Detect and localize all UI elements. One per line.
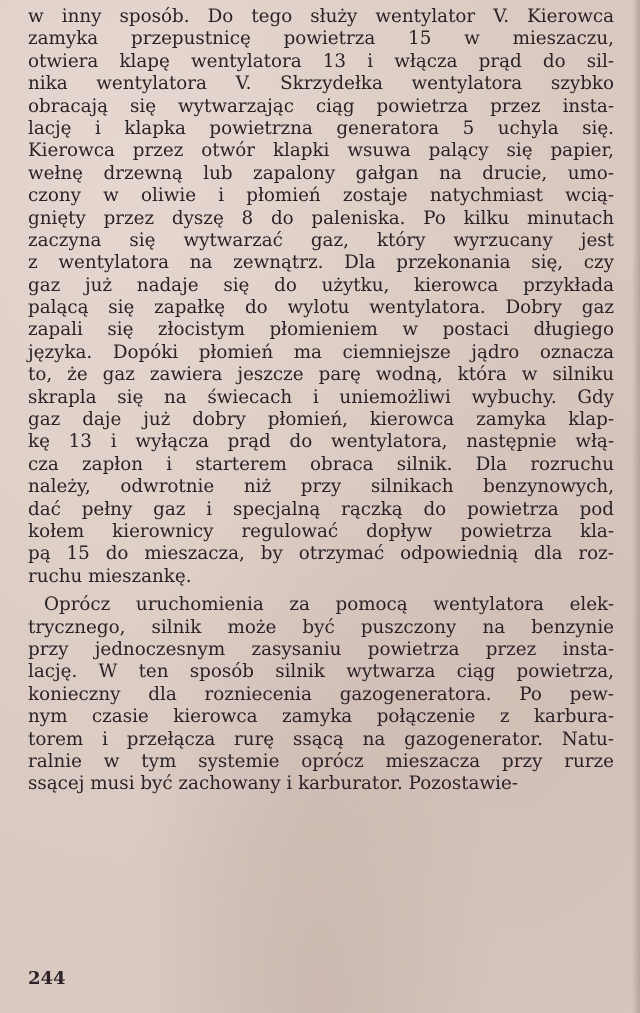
text-line: zapali się złocistym płomieniem w postaci długiego bbox=[28, 319, 614, 341]
text-line: gaz daje już dobry płomień, kierowca zamyka klap- bbox=[28, 409, 614, 431]
text-line: palącą się zapałkę do wylotu wentylatora. Dobry gaz bbox=[28, 297, 614, 319]
text-line: Oprócz uruchomienia za pomocą wentylatora elek- bbox=[44, 594, 614, 616]
page-number: 244 bbox=[28, 968, 66, 989]
text-line: ralnie w tym systemie oprócz mieszacza przy rurze bbox=[28, 750, 614, 772]
text-line: nika wentylatora V. Skrzydełka wentylatora szybko bbox=[28, 73, 614, 95]
text-line: czony w oliwie i płomień zostaje natychmiast wcią- bbox=[28, 185, 614, 207]
text-line: ssącej musi być zachowany i karburator. Pozostawie- bbox=[28, 773, 518, 795]
text-line: ruchu mieszankę. bbox=[28, 565, 192, 587]
page-edge-shadow bbox=[632, 0, 640, 1013]
text-line: zaczyna się wytwarzać gaz, który wyrzucany jest bbox=[28, 229, 614, 251]
text-line: cza zapłon i starterem obraca silnik. Dla rozruchu bbox=[28, 453, 614, 475]
text-line: kę 13 i wyłącza prąd do wentylatora, następnie włą- bbox=[28, 431, 614, 453]
text-line: lację i klapka powietrzna generatora 5 uchyla się. bbox=[28, 117, 614, 139]
paragraph bbox=[28, 594, 614, 796]
text-line: w inny sposób. Do tego służy wentylator V. Kierowca bbox=[28, 6, 614, 27]
text-line: wełnę drzewną lub zapalony gałgan na drucie, umo- bbox=[28, 162, 614, 184]
text-line: języka. Dopóki płomień ma ciemniejsze jądro oznacza bbox=[28, 341, 614, 363]
text-line: Kierowca przez otwór klapki wsuwa palący się papier, bbox=[28, 140, 614, 162]
body-text bbox=[28, 6, 614, 796]
paragraph bbox=[28, 6, 614, 588]
text-line: gaz już nadaje się do użytku, kierowca przykłada bbox=[28, 274, 614, 296]
text-line: nym czasie kierowca zamyka połączenie z karbura- bbox=[28, 706, 614, 728]
text-line: skrapla się na świecach i uniemożliwi wybuchy. Gdy bbox=[28, 386, 614, 408]
text-line: lację. W ten sposób silnik wytwarza ciąg powietrza, bbox=[28, 661, 614, 683]
text-line: konieczny dla rozniecenia gazogeneratora. Po pew- bbox=[28, 683, 614, 705]
text-line: obracają się wytwarzając ciąg powietrza przez insta- bbox=[28, 95, 614, 117]
text-line: kołem kierownicy regulować dopływ powietrza kla- bbox=[28, 520, 614, 542]
text-line: dać pełny gaz i specjalną rączką do powietrza pod bbox=[28, 498, 614, 520]
text-line: otwiera klapę wentylatora 13 i włącza prąd do sil- bbox=[28, 50, 614, 72]
text-line: przy jednoczesnym zasysaniu powietrza przez insta- bbox=[28, 638, 614, 660]
text-line: to, że gaz zawiera jeszcze parę wodną, która w silniku bbox=[28, 364, 614, 386]
text-line: pą 15 do mieszacza, by otrzymać odpowiednią dla roz- bbox=[28, 543, 614, 565]
text-line: należy, odwrotnie niż przy silnikach benzynowych, bbox=[28, 476, 614, 498]
text-line: z wentylatora na zewnątrz. Dla przekonania się, czy bbox=[28, 252, 614, 274]
text-line: gnięty przez dyszę 8 do paleniska. Po kilku minutach bbox=[28, 207, 614, 229]
text-line: torem i przełącza rurę ssącą na gazogenerator. Natu- bbox=[28, 728, 614, 750]
text-line: zamyka przepustnicę powietrza 15 w mieszaczu, bbox=[28, 28, 614, 50]
text-line: trycznego, silnik może być puszczony na benzynie bbox=[28, 616, 614, 638]
